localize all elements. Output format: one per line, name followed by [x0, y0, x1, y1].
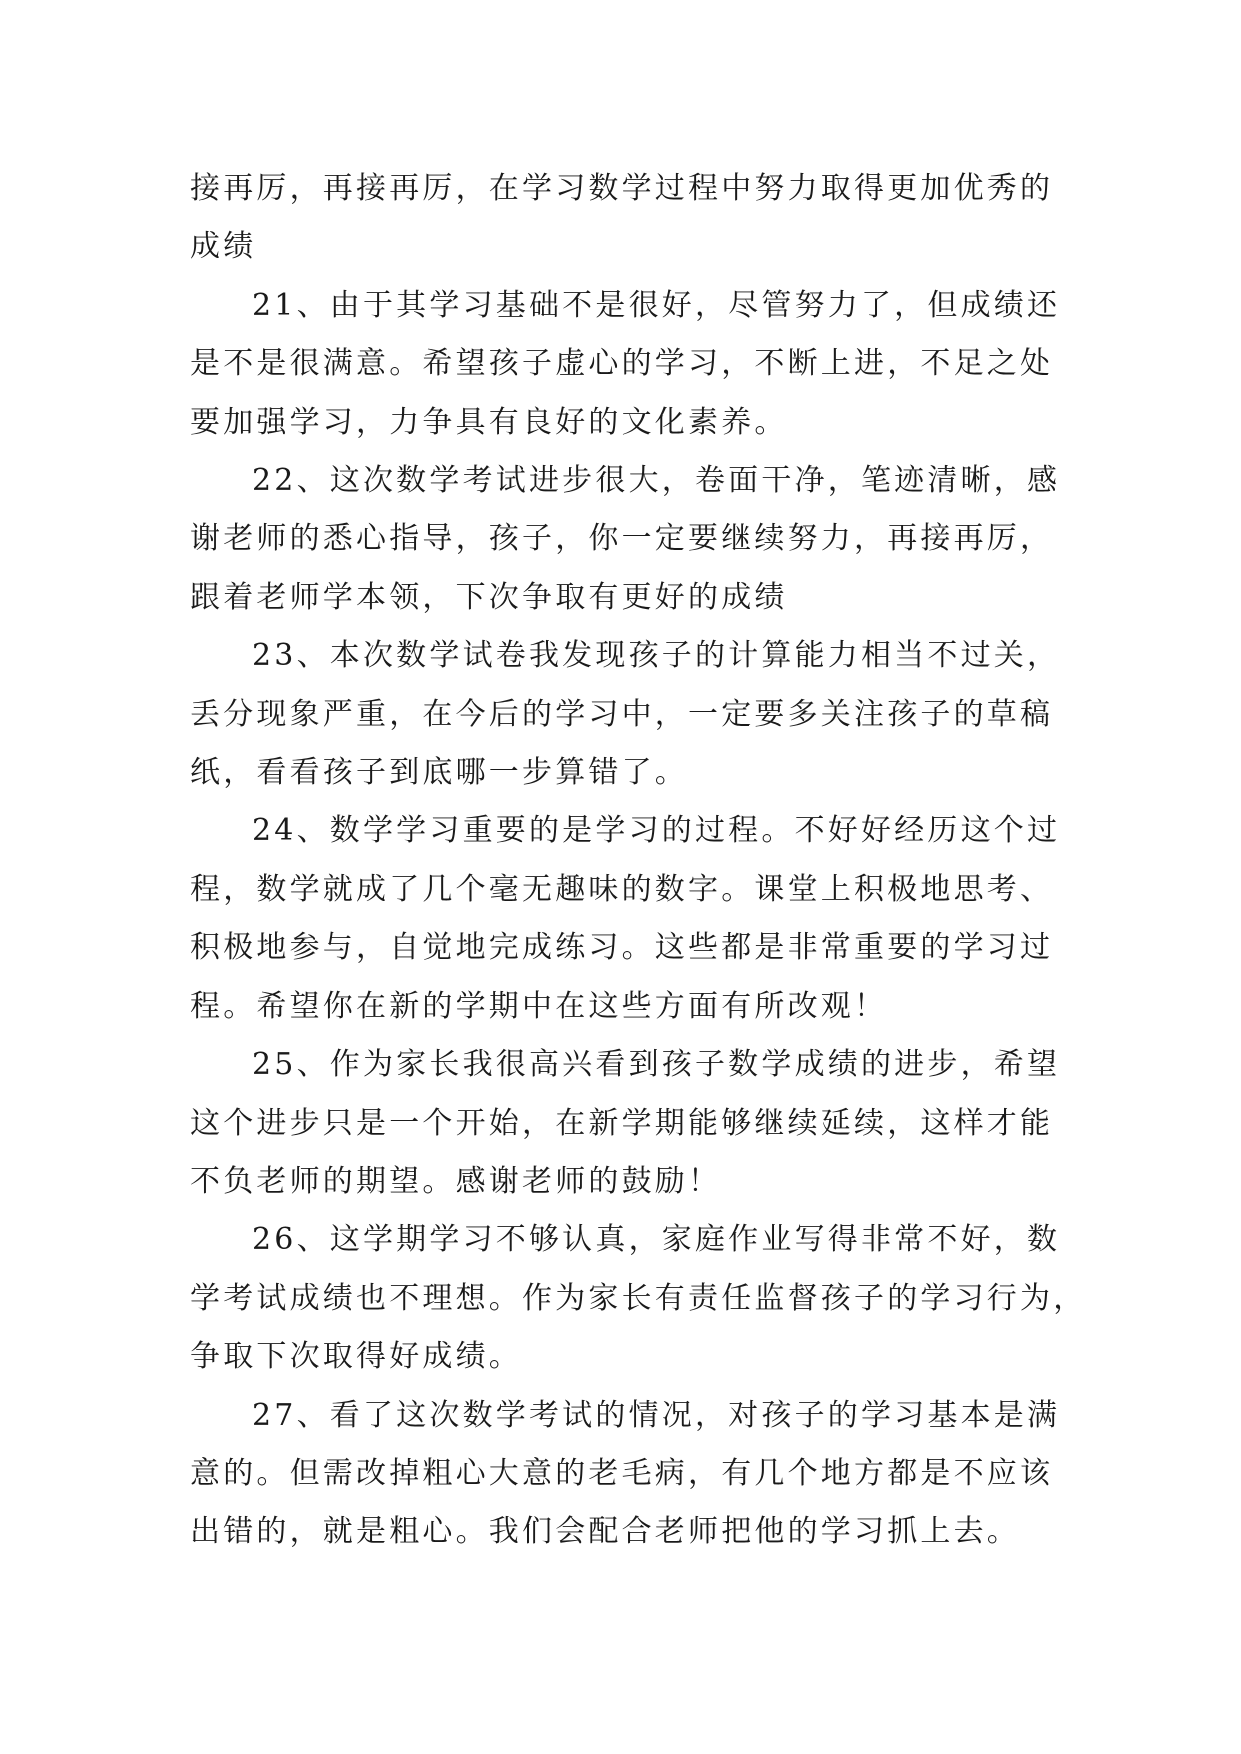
text-line: 程，数学就成了几个毫无趣味的数字。课堂上积极地思考、: [190, 871, 1054, 907]
text-line: 是不是很满意。希望孩子虚心的学习，不断上进，不足之处: [190, 346, 1054, 382]
text-line: 22、这次数学考试进步很大，卷面干净，笔迹清晰，感: [252, 463, 1061, 499]
text-line: 意的。但需改掉粗心大意的老毛病，有几个地方都是不应该: [190, 1455, 1054, 1491]
text-line: 程。希望你在新的学期中在这些方面有所改观！: [190, 988, 888, 1024]
paragraph-27: [190, 1387, 1061, 1562]
text-line: 26、这学期学习不够认真，家庭作业写得非常不好，数: [252, 1222, 1061, 1258]
text-line: 积极地参与，自觉地完成练习。这些都是非常重要的学习过: [190, 930, 1054, 966]
document-body: [190, 160, 1087, 1562]
paragraph-24: [190, 802, 1061, 1036]
text-line: 27、看了这次数学考试的情况，对孩子的学习基本是满: [252, 1397, 1061, 1433]
text-line: 出错的，就是粗心。我们会配合老师把他的学习抓上去。: [190, 1514, 1020, 1550]
text-line: 24、数学学习重要的是学习的过程。不好好经历这个过: [252, 813, 1061, 849]
paragraph-26: [190, 1211, 1087, 1386]
text-line: 23、本次数学试卷我发现孩子的计算能力相当不过关，: [252, 638, 1061, 674]
paragraph-continued: [190, 160, 1052, 277]
text-line: 这个进步只是一个开始，在新学期能够继续延续，这样才能: [190, 1105, 1054, 1141]
paragraph-22: [190, 452, 1061, 627]
text-line: 学考试成绩也不理想。作为家长有责任监督孩子的学习行为，: [190, 1280, 1087, 1316]
text-line: 争取下次取得好成绩。: [190, 1339, 522, 1375]
paragraph-25: [190, 1036, 1061, 1211]
paragraph-21: [190, 277, 1061, 452]
text-line: 不负老师的期望。感谢老师的鼓励！: [190, 1163, 722, 1199]
text-line: 25、作为家长我很高兴看到孩子数学成绩的进步，希望: [252, 1047, 1061, 1083]
text-line: 接再厉，再接再厉，在学习数学过程中努力取得更加优秀的: [190, 171, 1054, 206]
paragraph-23: [190, 627, 1061, 802]
text-line: 21、由于其学习基础不是很好，尽管努力了，但成绩还: [252, 287, 1061, 323]
text-line: 跟着老师学本领，下次争取有更好的成绩: [190, 579, 788, 615]
text-line: 纸，看看孩子到底哪一步算错了。: [190, 755, 688, 791]
text-line: 丢分现象严重，在今后的学习中，一定要多关注孩子的草稿: [190, 696, 1054, 732]
text-line: 要加强学习，力争具有良好的文化素养。: [190, 404, 788, 440]
text-line: 成绩: [190, 229, 257, 265]
text-line: 谢老师的悉心指导，孩子，你一定要继续努力，再接再厉，: [190, 521, 1054, 557]
